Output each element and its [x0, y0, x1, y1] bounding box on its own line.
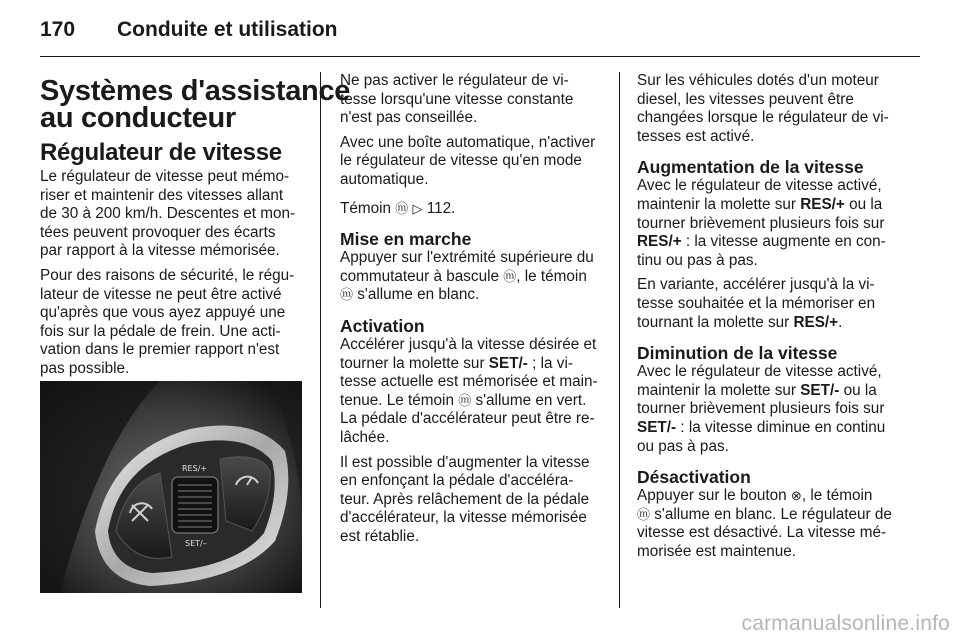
set-label: SET/– [185, 539, 207, 548]
cruise-control-icon: ⓜ [503, 268, 517, 284]
paragraph: Témoin ⓜ ▷ 112. [340, 199, 456, 217]
column-2 [340, 72, 602, 552]
chapter-title: Conduite et utilisation [117, 18, 338, 41]
paragraph: Le régulateur de vitesse peut mémo- riser et maintenir des vitesses allant de 30 à 200 km/h. Descentes et mon- tées peuvent provoquer des écarts par rapport à la vitesse mémorisée. [40, 168, 296, 260]
paragraph: Accélérer jusqu'à la vitesse désirée et tourner la molette sur SET/- ; la vi- tesse actuelle est mémorisée et main- tenue. Le témoin ⓜ s'allume en vert. La pédale d'accélérateur peut être re- lâchée. [340, 335, 598, 446]
column-3 [637, 72, 902, 567]
cruise-control-icon: ⓜ [340, 287, 354, 303]
cruise-control-icon: ⓜ [637, 506, 651, 522]
paragraph: Avec le régulateur de vitesse activé, maintenir la molette sur SET/- ou la tourner brièvement plusieurs fois sur SET/- : la vitesse diminue en continu ou pas à pas. [637, 363, 886, 455]
paragraph: Ne pas activer le régulateur de vi- tesse lorsqu'une vitesse constante n'est pas conseillée. [340, 72, 574, 127]
heading-desactivation: Désactivation [637, 467, 751, 488]
subsection-title: Régulateur de vitesse [40, 139, 282, 166]
cruise-control-icon: ⓜ [458, 392, 472, 408]
paragraph: Pour des raisons de sécurité, le régu- lateur de vitesse ne peut être activé qu'après que vous ayez appuyé une fois sur la pédale de frein. Une acti- vation dans le premier rapport n'est pas possible. [40, 266, 295, 377]
column-divider [619, 72, 620, 608]
cruise-control-icon: ⓜ [395, 200, 409, 216]
heading-activation: Activation [340, 315, 425, 336]
paragraph: En variante, accélérer jusqu'à la vi- tesse souhaitée et la mémoriser en tournant la molette sur RES/+. [637, 276, 876, 331]
section-title: Systèmes d'assistance au conducteur [40, 75, 351, 134]
paragraph: Appuyer sur l'extrémité supérieure du commutateur à bascule ⓜ, le témoin ⓜ s'allume en blanc. [340, 249, 594, 304]
cancel-icon: ⊗ [790, 488, 802, 504]
heading-mise-en-marche: Mise en marche [340, 229, 472, 250]
column-1 [40, 72, 351, 385]
column-divider [320, 72, 321, 608]
steering-wheel-controls-photo [40, 381, 302, 593]
arrow-icon: ▷ [412, 200, 423, 216]
page-number: 170 [40, 18, 76, 41]
paragraph: Il est possible d'augmenter la vitesse en enfonçant la pédale d'accéléra- teur. Après relâchement de la pédale d'accélérateur, la vitesse mémorisée est rétablie. [340, 453, 590, 545]
paragraph: Avec le régulateur de vitesse activé, maintenir la molette sur RES/+ ou la tourner brièvement plusieurs fois sur RES/+ : la vitesse augmente en con- tinu ou pas à pas. [637, 177, 886, 269]
paragraph: Avec une boîte automatique, n'activer le régulateur de vitesse qu'en mode automatique. [340, 133, 596, 188]
res-label: RES/+ [182, 464, 208, 473]
paragraph: Appuyer sur le bouton ⊗, le témoin ⓜ s'allume en blanc. Le régulateur de vitesse est désactivé. La vitesse mé- morisée est maintenue. [637, 487, 892, 560]
paragraph: Sur les véhicules dotés d'un moteur diesel, les vitesses peuvent être changées lorsque le régulateur de vi- tesses est activé. [637, 72, 889, 145]
heading-diminution: Diminution de la vitesse [637, 343, 838, 364]
heading-augmentation: Augmentation de la vitesse [637, 157, 864, 178]
header-rule [40, 56, 920, 57]
watermark: carmanualsonline.info [741, 612, 950, 635]
